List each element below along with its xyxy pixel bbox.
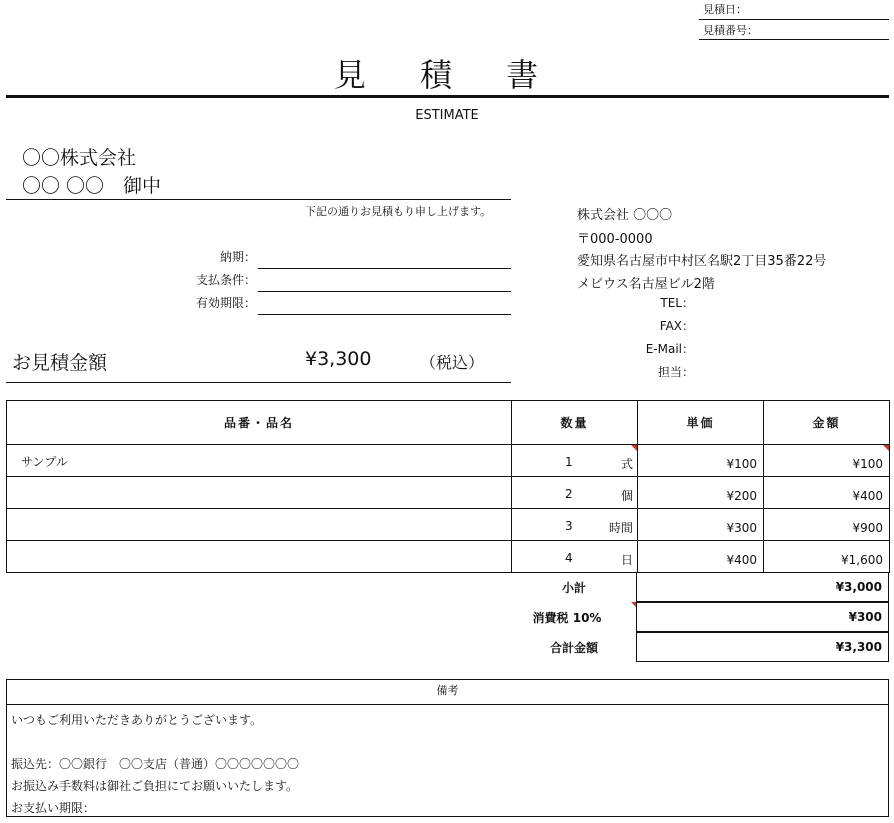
- issuer-postal: 〒000-0000: [577, 232, 653, 247]
- number-underline: [699, 39, 889, 40]
- date-underline: [699, 19, 889, 20]
- estimate-date-label: 見積日：: [703, 3, 747, 16]
- notes-line: 振込先：〇〇銀行 〇〇支店（普通）〇〇〇〇〇〇〇: [11, 757, 300, 771]
- notes-title: 備考: [7, 680, 888, 705]
- row-quantity-cell[interactable]: [512, 541, 638, 573]
- table-row: [7, 445, 890, 477]
- validity-field: [258, 314, 511, 315]
- row-item-name[interactable]: [7, 541, 512, 573]
- row-amount[interactable]: ¥1,600: [764, 541, 890, 573]
- issuer-tel-label: TEL：: [660, 296, 694, 310]
- delivery-label: 納期：: [219, 250, 256, 264]
- items-table: [6, 400, 890, 573]
- subtotal-label: 小計: [561, 581, 586, 595]
- row-amount[interactable]: ¥400: [764, 477, 890, 509]
- amount-tax-note: （税込）: [420, 353, 485, 372]
- row-unit-price[interactable]: ¥200: [638, 477, 764, 509]
- client-underline: [6, 199, 511, 200]
- total-value[interactable]: ¥3,300: [636, 632, 889, 662]
- comment-marker-icon: [883, 445, 889, 451]
- header-unit-price: 単価: [638, 401, 764, 445]
- page-title: 見 積 書: [333, 56, 561, 94]
- issuer-address2: メビウス名古屋ビル2階: [577, 277, 715, 292]
- row-unit-price[interactable]: ¥100: [638, 445, 764, 477]
- client-company: 〇〇株式会社: [22, 147, 137, 169]
- amount-underline: [6, 382, 511, 383]
- row-unit: 日: [620, 553, 633, 567]
- issuer-fax-label: FAX：: [659, 319, 694, 333]
- row-quantity-cell[interactable]: [512, 509, 638, 541]
- row-quantity: 1: [565, 455, 573, 469]
- estimate-number-label: 見積番号：: [703, 24, 758, 37]
- issuer-company: 株式会社 〇〇〇: [577, 208, 673, 223]
- header-amount: 金額: [764, 401, 890, 445]
- row-quantity: 2: [565, 487, 573, 501]
- row-amount: ¥100: [852, 456, 883, 471]
- header-quantity: 数量: [512, 401, 638, 445]
- row-unit: 式: [620, 457, 633, 471]
- tax-value[interactable]: ¥300: [636, 602, 889, 632]
- total-label: 合計金額: [549, 641, 598, 655]
- row-quantity-cell[interactable]: [512, 477, 638, 509]
- row-quantity: 3: [565, 519, 573, 533]
- amount-label: お見積金額: [12, 352, 108, 374]
- row-quantity-cell[interactable]: [512, 445, 638, 477]
- table-row: [7, 541, 890, 573]
- title-rule: [6, 95, 889, 98]
- page-subtitle: ESTIMATE: [415, 108, 479, 123]
- amount-value: ¥3,300: [305, 348, 372, 370]
- client-person: 〇〇 〇〇 御中: [22, 175, 162, 197]
- issuer-email-label: E-Mail：: [645, 342, 694, 356]
- notes-line: [11, 731, 884, 753]
- row-unit: 時間: [608, 521, 633, 535]
- delivery-field: [258, 268, 511, 269]
- notes-box[interactable]: [6, 679, 889, 817]
- tax-label: 消費税 10%: [532, 611, 602, 625]
- table-header-row: [7, 401, 890, 445]
- issuer-address1: 愛知県名古屋市中村区名駅2丁目35番22号: [577, 254, 827, 269]
- table-row: [7, 509, 890, 541]
- row-unit-price[interactable]: ¥400: [638, 541, 764, 573]
- notes-line: お支払い期限：: [11, 801, 96, 815]
- validity-label: 有効期限：: [195, 296, 256, 310]
- row-unit-price[interactable]: ¥300: [638, 509, 764, 541]
- row-item-name[interactable]: [7, 509, 512, 541]
- row-item-name[interactable]: [7, 477, 512, 509]
- comment-marker-icon: [631, 445, 637, 451]
- payment-label: 支払条件：: [195, 273, 256, 287]
- row-quantity: 4: [565, 551, 573, 565]
- row-item-name[interactable]: サンプル: [7, 445, 512, 477]
- table-row: [7, 477, 890, 509]
- row-amount[interactable]: ¥900: [764, 509, 890, 541]
- payment-field: [258, 291, 511, 292]
- notes-line: いつもご利用いただきありがとうございます。: [11, 713, 263, 727]
- row-amount-cell[interactable]: [764, 445, 890, 477]
- subtotal-value[interactable]: ¥3,000: [636, 572, 889, 602]
- intro-text: 下記の通りお見積もり申し上げます。: [305, 205, 492, 218]
- notes-line: お振込み手数料は御社ご負担にてお願いいたします。: [11, 779, 299, 793]
- row-unit: 個: [620, 489, 633, 503]
- header-item-name: 品番・品名: [7, 401, 512, 445]
- issuer-contact-label: 担当：: [657, 365, 694, 379]
